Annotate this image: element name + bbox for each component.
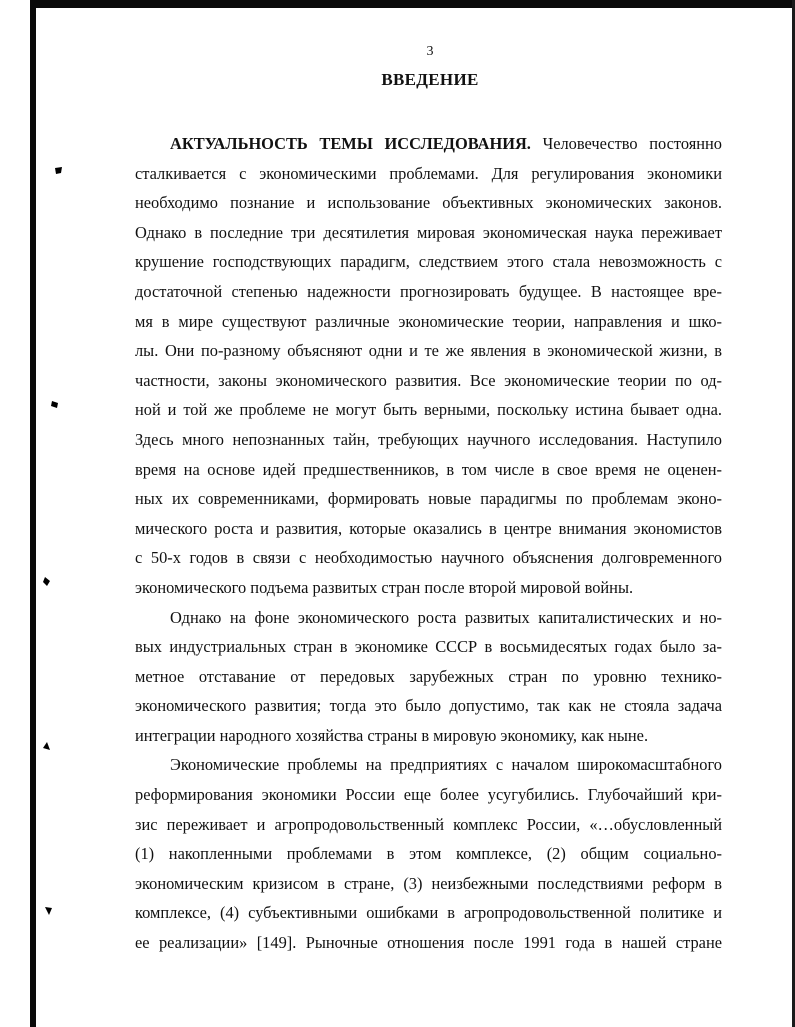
text-line: крушение господствующих парадигм, следствием этого стала невозможность с [135,252,722,272]
text-line: ной и той же проблеме не могут быть верными, поскольку истина бывает одна. [135,400,722,420]
page-title: ВВЕДЕНИЕ [381,70,479,89]
text-line: реформирования экономики России еще более усугубились. Глубочайший кри- [135,785,722,805]
scan-mark-icon [44,906,53,915]
text-line: Однако на фоне экономического роста развитых капиталистических и но- [170,607,722,627]
text-line: ее реализации» [149]. Рыночные отношения после 1991 года в нашей стране [135,933,722,953]
text-line: (1) накопленными проблемами в этом комплексе, (2) общим социально- [135,844,722,864]
scan-border-top [30,0,795,8]
text-line: лы. Они по-разному объясняют одни и те же явления в экономической жизни, в [135,341,722,361]
text-line: Однако в последние три десятилетия мировая экономическая наука переживает [135,222,722,242]
body-text [135,129,722,958]
text-line: интеграции народного хозяйства страны в мировую экономику, как ныне. [135,725,649,745]
text-line: сталкивается с экономическими проблемами. Для регулирования экономики [135,163,722,183]
text-line: АКТУАЛЬНОСТЬ ТЕМЫ ИССЛЕДОВАНИЯ. Человечество постоянно [170,134,722,153]
text-line: экономического развития; тогда это было допустимо, так как не стояла задача [135,696,722,716]
scan-mark-icon [50,400,59,409]
page-number: 3 [426,44,434,59]
text-line: вых индустриальных стран в экономике СССР в восьмидесятых годах было за- [135,637,722,657]
text-line: метное отставание от передовых зарубежных стран по уровню технико- [135,666,722,686]
text-line: мя в мире существуют различные экономические теории, направления и шко- [135,311,722,331]
text-line: экономическим кризисом в стране, (3) неизбежными последствиями реформ в [135,873,722,893]
text-line: экономического подъема развитых стран после второй мировой войны. [135,577,634,597]
text-line: Экономические проблемы на предприятиях с началом широкомасштабного [170,755,722,775]
text-line: Здесь много непознанных тайн, требующих научного исследования. Наступило [135,429,722,449]
scan-mark-icon [54,166,63,175]
text-line: с 50-х годов в связи с необходимостью научного объяснения долговременного [135,548,722,568]
text-line: необходимо познание и использование объективных экономических законов. [135,193,722,213]
scan-mark-icon [42,742,51,751]
text-line: зис переживает и агропродовольственный комплекс России, «…обусловленный [135,814,722,834]
text-line: время на основе идей предшественников, в том числе в свое время не оценен- [135,459,722,479]
text-line: мического роста и развития, которые оказались в центре внимания экономистов [135,518,722,538]
text-line: комплексе, (4) субъективными ошибками в агропродовольственной политике и [135,903,722,923]
text-line: частности, законы экономического развития. Все экономические теории по од- [135,370,722,390]
scan-border-left [30,0,36,1027]
text-line: достаточной степенью надежности прогнозировать будущее. В настоящее вре- [135,281,722,301]
paragraph-lead: АКТУАЛЬНОСТЬ ТЕМЫ ИССЛЕДОВАНИЯ. [170,134,531,153]
text-line: ных их современниками, формировать новые парадигмы по проблемам эконо- [135,489,722,509]
scan-mark-icon [42,577,51,586]
